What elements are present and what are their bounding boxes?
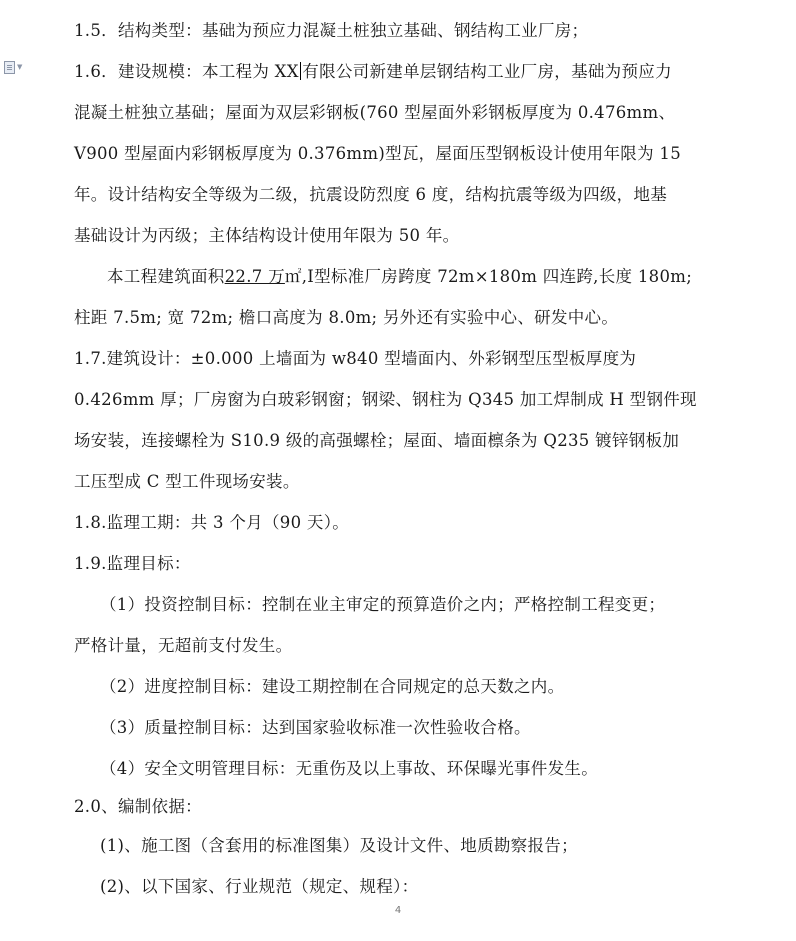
page-number: 4 bbox=[394, 905, 402, 916]
paragraph-1-6-line-3: V900 型屋面内彩钢板厚度为 0.376mm)型瓦，屋面压型钢板设计使用年限为 15 bbox=[74, 144, 682, 163]
basis-2: (2)、以下国家、行业规范（规定、规程）： bbox=[100, 877, 419, 896]
goal-2: （2）进度控制目标：建设工期控制在合同规定的总天数之内。 bbox=[100, 677, 565, 696]
paragraph-1-7-line-1: 1.7.建筑设计：±0.000 上墙面为 w840 型墙面内、外彩钢型压型板厚度为 bbox=[74, 349, 637, 368]
text-segment: 有限公司新建单层钢结构工业厂房，基础为预应力 bbox=[302, 62, 672, 81]
goal-4: （4）安全文明管理目标：无重伤及以上事故、环保曝光事件发生。 bbox=[100, 759, 598, 778]
goal-1-line-1: （1）投资控制目标：控制在业主审定的预算造价之内；严格控制工程变更； bbox=[100, 595, 666, 614]
goal-3: （3）质量控制目标：达到国家验收标准一次性验收合格。 bbox=[100, 718, 531, 737]
paragraph-1-9: 1.9.监理目标： bbox=[74, 554, 191, 573]
paragraph-1-6-line-2: 混凝土桩独立基础；屋面为双层彩钢板(760 型屋面外彩钢板厚度为 0.476mm、 bbox=[74, 103, 676, 122]
text-segment: 本工程建筑面积 bbox=[107, 267, 225, 286]
paragraph-1-7-line-2: 0.426mm 厚；厂房窗为白玻彩钢窗；钢梁、钢柱为 Q345 加工焊制成 H 型钢件现 bbox=[74, 390, 697, 409]
paragraph-2-0: 2.0、编制依据： bbox=[74, 797, 202, 816]
goal-1-line-2: 严格计量，无超前支付发生。 bbox=[74, 636, 293, 655]
paragraph-1-8: 1.8.监理工期：共 3 个月（90 天）。 bbox=[74, 513, 350, 532]
paragraph-area-line-1 bbox=[74, 256, 754, 297]
paragraph-1-7-line-4: 工压型成 C 型工件现场安装。 bbox=[74, 472, 300, 491]
paragraph-1-6-line-4: 年。设计结构安全等级为二级，抗震设防烈度 6 度，结构抗震等级为四级，地基 bbox=[74, 185, 668, 204]
paragraph-1-5: 1.5．结构类型：基础为预应力混凝土桩独立基础、钢结构工业厂房； bbox=[74, 21, 589, 40]
underlined-area-value: 22.7 万 bbox=[224, 267, 285, 286]
chevron-down-icon: ▼ bbox=[17, 63, 23, 71]
text-segment: 1.6．建设规模：本工程为 XX bbox=[74, 62, 299, 81]
paragraph-1-7-line-3: 场安装，连接螺栓为 S10.9 级的高强螺栓；屋面、墙面檩条为 Q235 镀锌钢板加 bbox=[74, 431, 680, 450]
paragraph-1-6-line-1 bbox=[74, 51, 754, 92]
document-body[interactable] bbox=[74, 10, 754, 907]
paragraph-1-6-line-5: 基础设计为丙级；主体结构设计使用年限为 50 年。 bbox=[74, 226, 460, 245]
paragraph-area-line-2: 柱距 7.5m; 宽 72m; 檐口高度为 8.0m; 另外还有实验中心、研发中心。 bbox=[74, 308, 619, 327]
document-dropdown-icon[interactable] bbox=[4, 60, 28, 74]
document-icon bbox=[4, 61, 15, 74]
basis-1: (1)、施工图（含套用的标准图集）及设计文件、地质勘察报告； bbox=[100, 836, 578, 855]
text-segment: ㎡,Ⅰ型标准厂房跨度 72m×180m 四连跨,长度 180m; bbox=[284, 267, 693, 286]
